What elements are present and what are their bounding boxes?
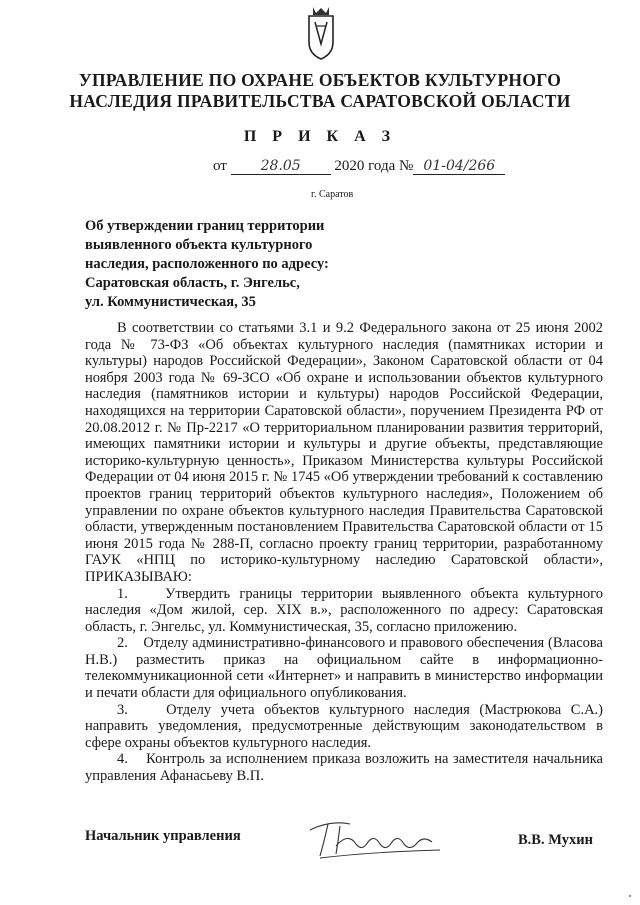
order-item-4: 4. Контроль за исполнением приказа возложить на заместителя начальника управления Афанасьеву В.П.	[85, 751, 603, 785]
agency-name-line-1: УПРАВЛЕНИЕ ПО ОХРАНЕ ОБЪЕКТОВ КУЛЬТУРНОГО	[78, 70, 562, 90]
date-prefix: от	[213, 158, 227, 174]
subject-line: Об утверждении границ территории	[85, 218, 325, 234]
order-number-field: 01-04/266	[413, 158, 505, 175]
signatory-name: В.В. Мухин	[518, 832, 593, 848]
coat-of-arms-emblem	[303, 4, 339, 62]
agency-name-line-2: НАСЛЕДИЯ ПРАВИТЕЛЬСТВА САРАТОВСКОЙ ОБЛАСТИ	[69, 91, 571, 111]
document-title: П Р И К А З	[243, 128, 397, 145]
order-date-line	[213, 158, 505, 175]
order-item-2: 2. Отделу административно-финансового и правового обеспечения (Власова Н.В.) разместить приказ на официальном сайте в информационно-телекоммуникационной сети «Интернет» и направить в министерство информации и печати области для официального опубликования.	[85, 635, 603, 702]
city-label: г. Саратов	[311, 189, 354, 200]
subject-line: выявленного объекта культурного	[85, 237, 313, 253]
subject-line: ул. Коммунистическая, 35	[85, 294, 256, 310]
year-number-label: 2020 года №	[334, 158, 414, 174]
order-subject	[85, 217, 329, 312]
subject-line: Саратовская область, г. Энгельс,	[85, 275, 300, 291]
order-item-3: 3. Отделу учета объектов культурного наследия (Мастрюкова С.А.) направить уведомления, предусмотренные действующим законодательством в сфере охраны объектов культурного наследия.	[85, 701, 603, 751]
order-item-1: 1. Утвердить границы территории выявленного объекта культурного наследия «Дом жилой, сер. XIX в.», расположенного по адресу: Саратовская область, г. Энгельс, ул. Коммунистическая, 35, согласно приложению.	[85, 585, 603, 635]
scan-mark	[628, 894, 632, 898]
subject-line: наследия, расположенного по адресу:	[85, 256, 329, 272]
date-field: 28.05	[231, 158, 331, 175]
preamble-paragraph: В соответствии со статьями 3.1 и 9.2 Федерального закона от 25 июня 2002 года № 73-ФЗ «Об объектах культурного наследия (памятниках истории и культуры) народов Российской Федерации», Законом Саратовской области от 04 ноября 2003 года № 69-ЗСО «Об охране и использовании объектов культурного наследия (памятников истории и культуры) народов Российской Федерации, находящихся на территории Саратовской области», поручением Президента РФ от 20.08.2012 г. № Пр-2217 «О территориальном планировании развития территорий, имеющих памятники истории и культуры и другие объекты, представляющие историко-культурную ценность», Приказом Министерства культуры Российской Федерации от 04 июня 2015 г. № 1745 «Об утверждении требований к составлению проектов границ территорий объектов культурного наследия», Положением об управлении по охране объектов культурного наследия Правительства Саратовской области, утвержденным постановлением Правительства Саратовской области от 15 июня 2015 года № 288-П, согласно проекту границ территории, разработанному ГАУК «НПЦ по историко-культурному наследию Саратовской области», ПРИКАЗЫВАЮ:	[85, 320, 603, 585]
order-body	[85, 320, 603, 785]
handwritten-signature	[300, 812, 450, 862]
signatory-position: Начальник управления	[85, 828, 241, 844]
